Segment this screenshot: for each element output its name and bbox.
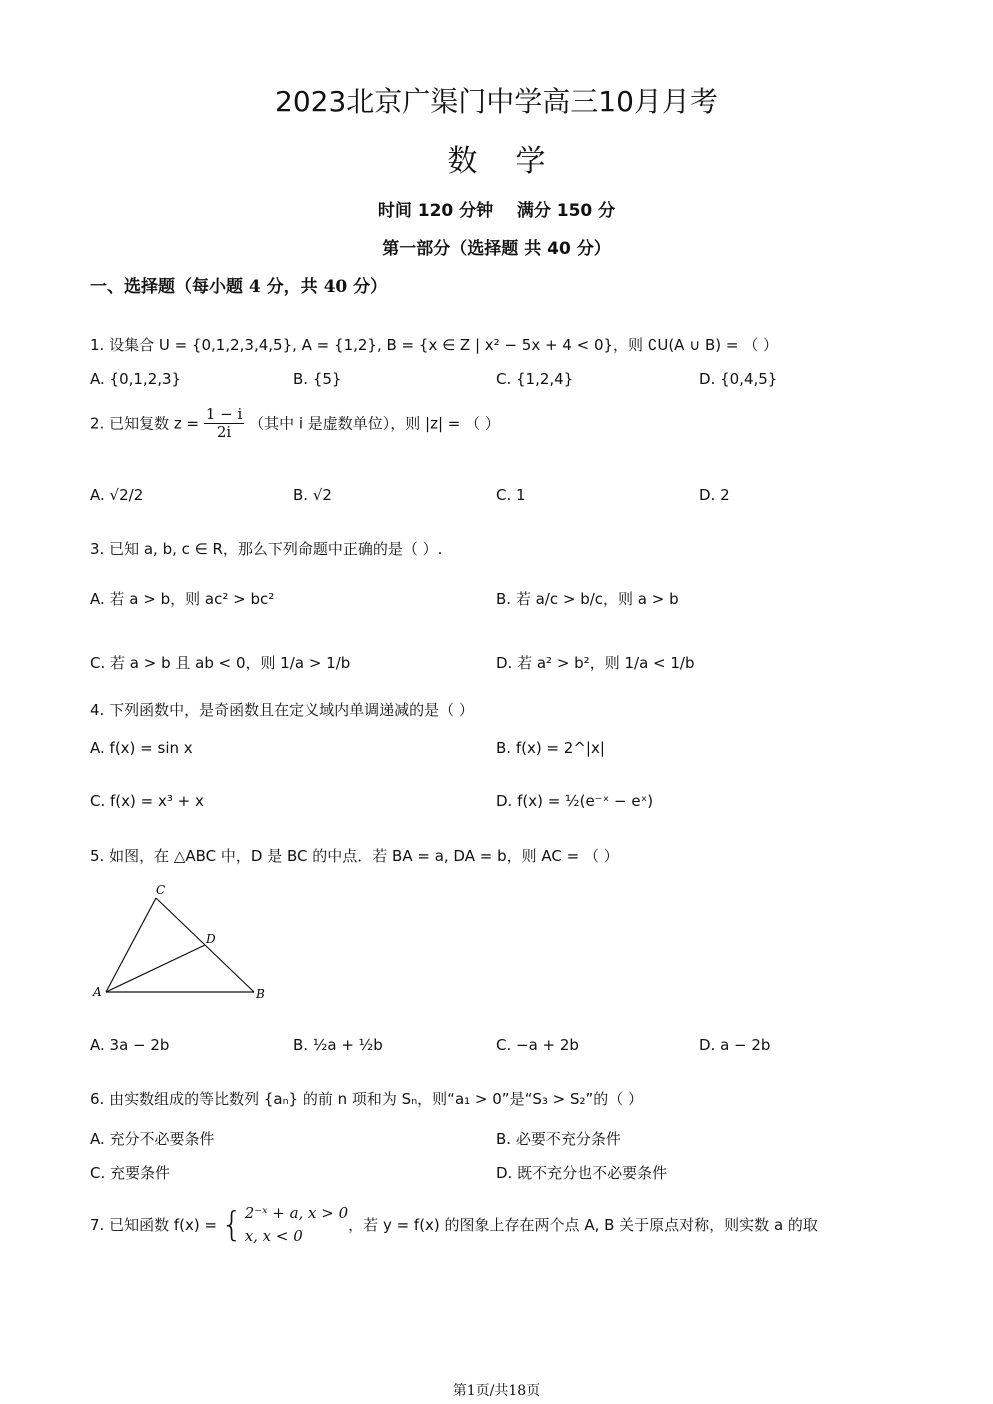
q4-option-a: A. f(x) = sin x [90,739,193,757]
time-info: 时间 120 分钟 满分 150 分 [377,201,616,221]
q3-option-b: B. 若 a/c > b/c，则 a > b [496,590,679,608]
q3-option-c: C. 若 a > b 且 ab < 0，则 1/a > 1/b [90,654,351,672]
side-ac [106,898,156,992]
q7-prefix: 7. 已知函数 f(x) = [90,1216,218,1234]
q2-prefix: 2. 已知复数 z = [90,414,200,433]
piecewise-cases [245,1202,348,1247]
question-3-stem: 3. 已知 a, b, c ∈ R，那么下列命题中正确的是（ ）. [90,540,443,558]
q2-option-b: B. √2 [293,486,332,504]
label-c: C [156,883,166,897]
exam-title: 2023北京广渠门中学高三10月月考 [275,85,718,118]
q2-frac-den: 2i [216,423,232,442]
part-heading: 第一部分（选择题 共 40 分） [382,239,611,259]
section-heading: 一、选择题（每小题 4 分，共 40 分） [90,277,388,297]
question-7-stem [90,1202,818,1247]
question-6-stem: 6. 由实数组成的等比数列 {aₙ} 的前 n 项和为 Sₙ，则“a₁ > 0”是“S₃ > S₂”的（ ） [90,1090,644,1108]
q7-case-1: 2⁻ˣ + a, x > 0 [244,1204,349,1222]
q6-option-c: C. 充要条件 [90,1164,171,1182]
q4-option-c: C. f(x) = x³ + x [90,792,204,810]
q2-option-c: C. 1 [496,486,526,504]
label-d: D [206,932,216,946]
q1-option-b: B. {5} [293,370,342,388]
q2-option-d: D. 2 [699,486,730,504]
q2-option-a: A. √2/2 [90,486,144,504]
q7-suffix: ，若 y = f(x) 的图象上存在两个点 A, B 关于原点对称，则实数 a 的取 [348,1216,818,1234]
q5-option-c: C. −a + 2b [496,1036,579,1054]
question-1-stem: 1. 设集合 U = {0,1,2,3,4,5}, A = {1,2}, B = {x ∈ Z | x² − 5x + 4 < 0}，则 ∁U(A ∪ B) = （ ） [90,336,778,354]
q2-suffix: （其中 i 是虚数单位），则 |z| = （ ） [249,414,500,433]
q5-option-d: D. a − 2b [699,1036,771,1054]
q4-option-d: D. f(x) = ½(e⁻ˣ − eˣ) [496,792,654,810]
q5-option-a: A. 3a − 2b [90,1036,170,1054]
q3-option-a: A. 若 a > b，则 ac² > bc² [90,590,275,608]
q3-option-d: D. 若 a² > b²，则 1/a < 1/b [496,654,695,672]
q6-option-d: D. 既不充分也不必要条件 [496,1164,668,1182]
q7-case-2: x, x < 0 [244,1226,303,1245]
median-ad [106,945,205,992]
q2-fraction [204,406,244,442]
q2-frac-num: 1 − i [205,405,243,423]
subject-title: 数学 [447,144,584,179]
question-4-stem: 4. 下列函数中，是奇函数且在定义域内单调递减的是（ ） [90,701,474,719]
q4-option-b: B. f(x) = 2^|x| [496,739,605,757]
q1-option-c: C. {1,2,4} [496,370,574,388]
question-5-stem: 5. 如图，在 △ABC 中，D 是 BC 的中点．若 BA = a, DA = b，则 AC = （ ） [90,847,619,865]
label-a: A [93,985,102,999]
q1-option-a: A. {0,1,2,3} [90,370,182,388]
q6-option-b: B. 必要不充分条件 [496,1130,621,1148]
page-footer: 第1页/共18页 [452,1383,541,1399]
q5-option-b: B. ½a + ½b [293,1036,383,1054]
q1-option-d: D. {0,4,5} [699,370,778,388]
question-2-stem [90,406,500,442]
piecewise-brace: { [221,1204,243,1245]
triangle-figure [88,880,278,1005]
label-b: B [256,987,265,1001]
q6-option-a: A. 充分不必要条件 [90,1130,215,1148]
